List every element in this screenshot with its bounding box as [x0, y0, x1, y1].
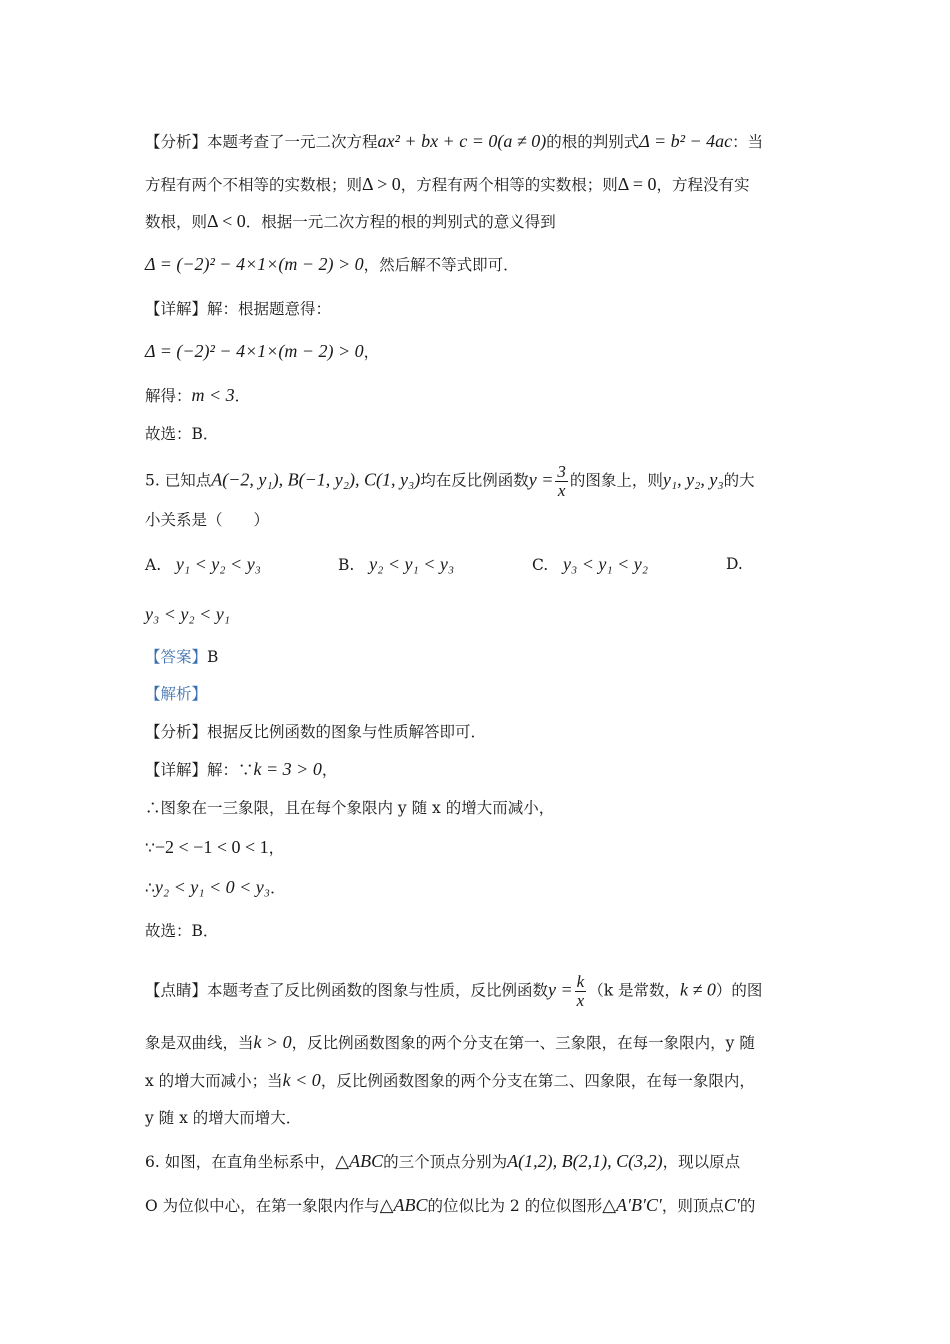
text: 方程有两个不相等的实数根；则: [145, 176, 363, 194]
note-tag: 【点睛】: [145, 981, 208, 1000]
text: ，然后解不等式即可．: [363, 256, 519, 274]
option-d-expr-line: [145, 603, 230, 626]
text: ，: [363, 343, 380, 361]
text: 故选：B．: [145, 425, 219, 443]
text: ∴: [145, 879, 155, 897]
function-lhs: y =: [528, 469, 554, 490]
analysis-line-4: [145, 253, 519, 276]
q5-step-2: [145, 836, 284, 859]
analysis-tag: 【分析】: [145, 723, 208, 741]
inequality: −2 < −1 < 0 < 1: [154, 837, 269, 857]
text: 均在反比例函数: [420, 471, 529, 490]
text: ．: [270, 879, 286, 897]
detail-tag: 【详解】: [145, 761, 208, 779]
triangle-image: △A′B′C′: [602, 1195, 662, 1215]
text: ∵: [145, 839, 155, 857]
text: 如图，在直角坐标系中，: [164, 1153, 336, 1171]
option-expr: y₂ < y₁ < y₃: [369, 554, 455, 574]
text: 象是双曲线，当: [145, 1034, 254, 1052]
text: 的根的判别式: [546, 133, 640, 151]
text: （k 是常数，: [588, 981, 681, 1000]
q5-choice: [145, 920, 218, 942]
numerator: 3: [557, 462, 566, 481]
text: 本题考查了反比例函数的图象与性质，反比例函数: [207, 981, 549, 1000]
detail-line-2: [145, 340, 379, 363]
denominator: x: [557, 481, 566, 500]
text: ，方程有两个相等的实数根；则: [400, 176, 618, 194]
points: A(−2, y₁), B(−1, y₂), C(1, y₃): [211, 469, 421, 490]
question-5-stem: [145, 463, 755, 500]
option-label: D.: [726, 555, 743, 573]
fraction: [575, 973, 587, 1010]
text: 的位似比为 2 的位似图形: [427, 1197, 603, 1215]
text: ，: [321, 761, 338, 779]
analysis-tag: 【分析】: [145, 133, 208, 151]
q5-step-1: [145, 797, 554, 819]
inequality: Δ = (−2)² − 4×1×(m − 2) > 0: [145, 254, 364, 274]
condition: k > 0: [253, 1032, 292, 1052]
q5-analysis: [145, 721, 486, 743]
option-expr: y₁ < y₂ < y₃: [175, 554, 261, 574]
note-line-3: [145, 1069, 755, 1092]
text: ，反比例函数图象的两个分支在第一、三象限，在每一象限内，y 随: [291, 1034, 755, 1052]
inequality: y₂ < y₁ < 0 < y₃: [154, 877, 271, 897]
text: ）的图: [715, 981, 763, 1000]
text: 故选：B．: [145, 922, 219, 940]
question-5-stem-2: [145, 509, 269, 531]
text: x 的增大而减小；当: [145, 1072, 283, 1090]
text: O 为位似中心，在第一象限内作与: [145, 1197, 380, 1215]
text: ，方程没有实: [656, 176, 750, 194]
option-label: B.: [338, 556, 355, 574]
analysis-heading-tag: 【解析】: [145, 685, 208, 703]
text: 解得：: [145, 387, 192, 405]
question-number: 6.: [145, 1153, 160, 1171]
option-a[interactable]: [145, 553, 261, 576]
question-6-stem-2: [145, 1194, 755, 1217]
condition: Δ < 0: [207, 211, 246, 231]
option-label: A.: [145, 556, 162, 574]
discriminant: Δ = b² − 4ac: [639, 131, 733, 151]
question-number: 5.: [145, 471, 160, 490]
analysis-line-2: [145, 173, 750, 196]
q5-step-3: [145, 876, 286, 899]
condition: k ≠ 0: [680, 979, 716, 1000]
text: ∴图象在一三象限，且在每个象限内 y 随 x 的增大而减小，: [145, 799, 555, 817]
note-line-1: [145, 973, 762, 1010]
answer-tag: 【答案】: [145, 648, 208, 666]
quadratic-equation: ax² + bx + c = 0(a ≠ 0): [377, 131, 547, 151]
option-label: C.: [532, 556, 549, 574]
condition: k < 0: [282, 1070, 321, 1090]
note-line-2: [145, 1031, 755, 1054]
analysis-line-1: [145, 130, 763, 153]
text: ，现以原点: [662, 1153, 741, 1171]
condition: Δ > 0: [362, 174, 401, 194]
option-b[interactable]: [338, 553, 454, 576]
text: ，反比例函数图象的两个分支在第二、四象限，在每一象限内，: [320, 1072, 755, 1090]
q5-detail: [145, 758, 337, 781]
variables: y₁, y₂, y₃: [662, 469, 724, 490]
detail-line-3: [145, 384, 250, 407]
note-line-4: [145, 1107, 301, 1129]
inequality: k = 3 > 0: [253, 759, 322, 779]
answer-line: [145, 646, 218, 668]
option-c[interactable]: [532, 553, 648, 576]
text: ．根据一元二次方程的根的判别式的意义得到: [245, 213, 556, 231]
analysis-heading: [145, 683, 207, 705]
detail-line-1: [145, 298, 331, 320]
text: 数根，则: [145, 213, 208, 231]
fraction: [555, 463, 568, 500]
text: 已知点: [164, 471, 212, 490]
solution: m < 3: [191, 385, 235, 405]
text: 的图象上，则: [569, 471, 663, 490]
vertices: A(1,2), B(2,1), C(3,2): [507, 1151, 663, 1171]
text: ：当: [732, 133, 764, 151]
text: ．: [234, 387, 251, 405]
text: 的三个顶点分别为: [383, 1153, 508, 1171]
text: ，则顶点: [661, 1197, 724, 1215]
option-d-expr: y₃ < y₂ < y₁: [145, 604, 231, 624]
function-lhs: y =: [548, 979, 573, 1000]
condition: Δ = 0: [617, 174, 657, 194]
numerator: k: [576, 972, 585, 991]
text: 根据反比例函数的图象与性质解答即可．: [207, 723, 487, 741]
denominator: x: [576, 991, 585, 1010]
text: 本题考查了一元二次方程: [207, 133, 378, 151]
answer-value: B: [207, 648, 219, 666]
analysis-line-3: [145, 210, 556, 233]
triangle: △ABC: [335, 1151, 384, 1171]
question-6-stem: [145, 1150, 740, 1173]
choice-line: [145, 423, 218, 445]
text: 解：∵: [207, 761, 254, 779]
option-expr: y₃ < y₁ < y₂: [563, 554, 649, 574]
text: 的大: [723, 471, 755, 490]
detail-tag: 【详解】: [145, 300, 208, 318]
vertex: C′: [723, 1195, 740, 1215]
inequality: Δ = (−2)² − 4×1×(m − 2) > 0: [145, 341, 364, 361]
text: y 随 x 的增大而增大．: [145, 1109, 302, 1127]
text: 的: [739, 1197, 756, 1215]
text: 解：根据题意得：: [207, 300, 332, 318]
option-d[interactable]: [726, 553, 743, 575]
triangle: △ABC: [379, 1195, 428, 1215]
text: ，: [268, 839, 285, 857]
text: 小关系是（ ）: [145, 511, 270, 529]
